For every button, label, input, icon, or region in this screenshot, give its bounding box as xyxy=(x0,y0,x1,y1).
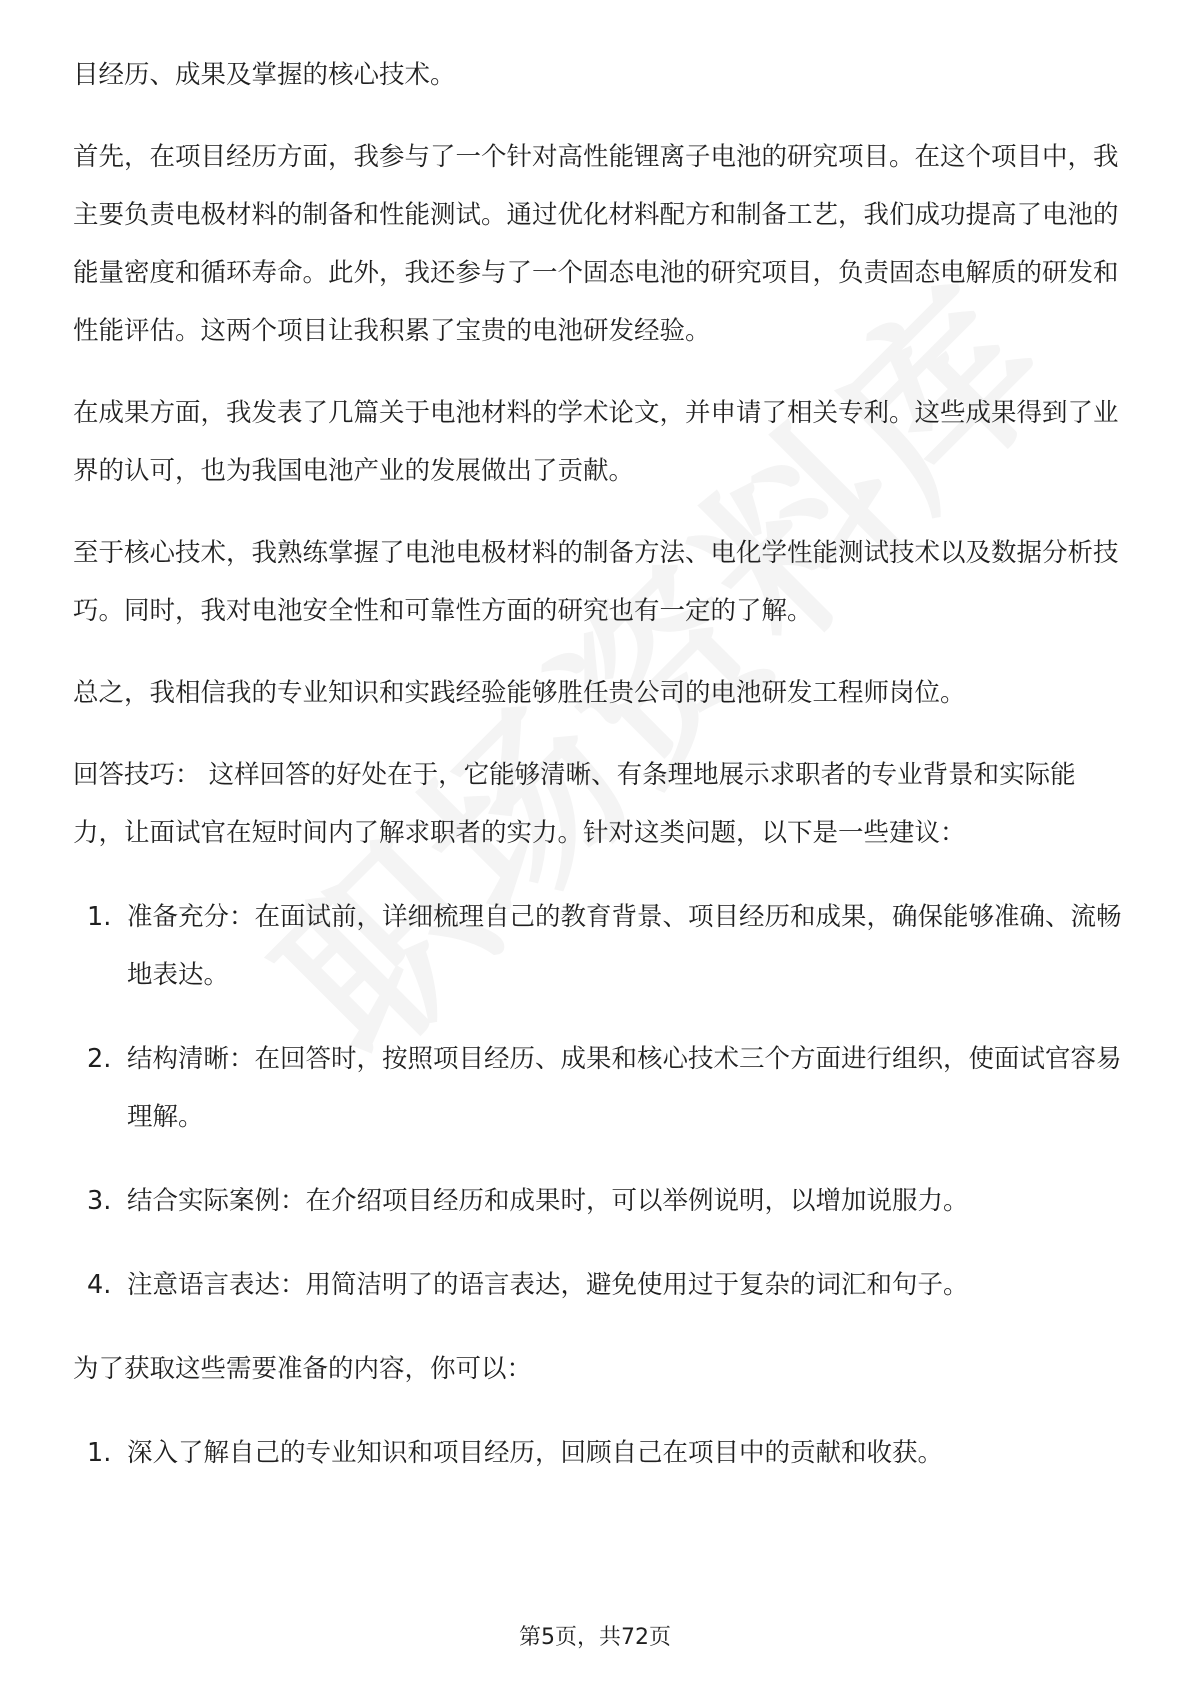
list-item-text: 准备充分：在面试前，详细梳理自己的教育背景、项目经历和成果，确保能够准确、流畅地表达。 xyxy=(127,902,1122,990)
paragraph-conclusion: 总之，我相信我的专业知识和实践经验能够胜任贵公司的电池研发工程师岗位。 xyxy=(73,678,966,708)
page-number-footer: 第5页，共72页 xyxy=(519,1625,671,1650)
list-item-number: 4. xyxy=(87,1270,112,1300)
list-item-number: 1. xyxy=(87,1438,112,1468)
paragraph-continuation: 目经历、成果及掌握的核心技术。 xyxy=(73,60,456,90)
list-item-number: 2. xyxy=(87,1044,112,1074)
list-item xyxy=(73,1030,1123,1146)
paragraph-preparation-intro: 为了获取这些需要准备的内容，你可以： xyxy=(73,1354,533,1384)
paragraph-answer-tips: 回答技巧： 这样回答的好处在于，它能够清晰、有条理地展示求职者的专业背景和实际能力，让面试官在短时间内了解求职者的实力。针对这类问题，以下是一些建议： xyxy=(73,760,1076,848)
list-item xyxy=(73,1256,1123,1314)
list-item xyxy=(73,888,1123,1004)
paragraph-project-experience: 首先，在项目经历方面，我参与了一个针对高性能锂离子电池的研究项目。在这个项目中，我主要负责电极材料的制备和性能测试。通过优化材料配方和制备工艺，我们成功提高了电池的能量密度和循环寿命。此外，我还参与了一个固态电池的研究项目，负责固态电解质的研发和性能评估。这两个项目让我积累了宝贵的电池研发经验。 xyxy=(73,142,1119,346)
list-item xyxy=(73,1172,1123,1230)
list-item-text: 结构清晰：在回答时，按照项目经历、成果和核心技术三个方面进行组织，使面试官容易理解。 xyxy=(127,1044,1122,1132)
list-item xyxy=(73,1424,1123,1482)
list-item-text: 注意语言表达：用简洁明了的语言表达，避免使用过于复杂的词汇和句子。 xyxy=(127,1270,969,1300)
list-item-number: 3. xyxy=(87,1186,112,1216)
list-item-number: 1. xyxy=(87,902,112,932)
list-item-text: 深入了解自己的专业知识和项目经历，回顾自己在项目中的贡献和收获。 xyxy=(127,1438,944,1468)
page-content xyxy=(73,46,1123,1482)
list-item-text: 结合实际案例：在介绍项目经历和成果时，可以举例说明，以增加说服力。 xyxy=(127,1186,969,1216)
paragraph-core-technology: 至于核心技术，我熟练掌握了电池电极材料的制备方法、电化学性能测试技术以及数据分析技巧。同时，我对电池安全性和可靠性方面的研究也有一定的了解。 xyxy=(73,538,1119,626)
tips-list xyxy=(73,888,1123,1314)
steps-list xyxy=(73,1424,1123,1482)
paragraph-achievements: 在成果方面，我发表了几篇关于电池材料的学术论文，并申请了相关专利。这些成果得到了业界的认可，也为我国电池产业的发展做出了贡献。 xyxy=(73,398,1119,486)
